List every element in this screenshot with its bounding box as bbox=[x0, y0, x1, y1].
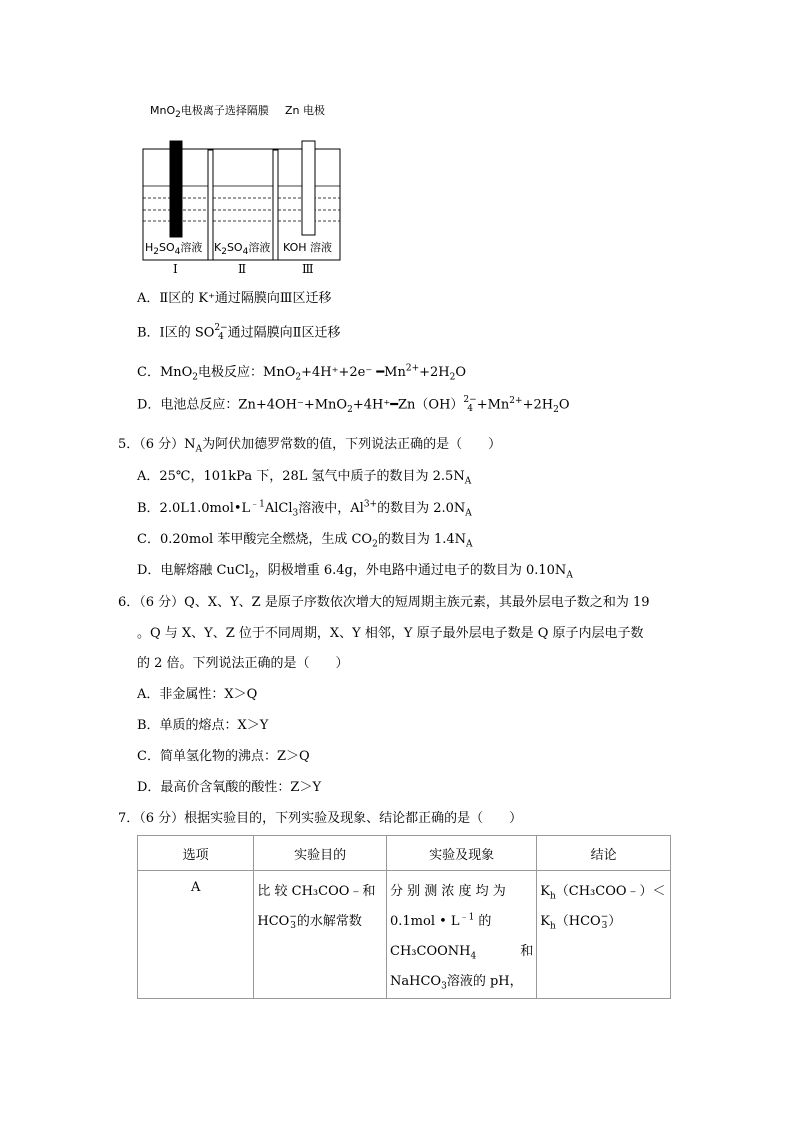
h2so4-solution-label: $H_2SO_4$溶液 bbox=[145, 241, 203, 258]
q6-stem-line-3: 的 2 倍。下列说法正确的是（ ） bbox=[137, 656, 349, 671]
q7-row-option-label: A bbox=[190, 880, 201, 895]
q4-option-a: A．Ⅱ区的 K⁺通过隔膜向Ⅲ区迁移 bbox=[137, 291, 332, 306]
q4-option-c: C．MnO$_2$电极反应：MnO$_2$+4H⁺+2e⁻ $━Mn^{2+}+2H_2O$ bbox=[137, 363, 467, 383]
q4-option-d: D．电池总反应：Zn+4OH⁻+MnO$_2$+4H⁺━Zn（OH）2− $4 +Mn^{2+}+2H_2O$ bbox=[137, 395, 570, 416]
q7-purpose-text: 比 较 CH₃COO﹣和 HCO− 3的水解常数 bbox=[257, 884, 376, 931]
mno2-electrode-label: MnO$_2$电极离子选择隔膜 bbox=[150, 104, 269, 121]
zone-1-label: Ⅰ bbox=[173, 262, 178, 276]
q6-option-b: B．单质的熔点：X＞Y bbox=[137, 718, 269, 733]
q5-option-c: C．0.20mol 苯甲酸完全燃烧，生成 $CO_2$的数目为 $1.4N_A$ bbox=[137, 532, 473, 550]
q7-header-conclusion: 结论 bbox=[537, 836, 671, 871]
koh-solution-label: KOH 溶液 bbox=[283, 241, 333, 254]
zn-electrode-label: Zn 电极 bbox=[285, 104, 326, 117]
q6-option-c: C．简单氢化物的沸点：Z＞Q bbox=[137, 749, 310, 764]
q7-cell-purpose bbox=[254, 871, 387, 999]
q7-table-header-row bbox=[138, 836, 671, 871]
q7-experiment-text: 分 别 测 浓 度 均 为 0.1mol • $L^{﹣1}$ 的 $CH_3COONH_4$ 和 NaHCO$_3$溶液的 pH， bbox=[390, 884, 534, 992]
q7-cell-experiment bbox=[387, 871, 537, 999]
q7-header-experiment: 实验及现象 bbox=[387, 836, 537, 871]
q7-header-purpose: 实验目的 bbox=[254, 836, 387, 871]
q7-cell-conclusion bbox=[537, 871, 671, 999]
q5-stem: 5．（6 分）$N_A$为阿伏加德罗常数的值，下列说法正确的是（ ） bbox=[118, 437, 502, 455]
q6-option-a: A．非金属性：X＞Q bbox=[137, 687, 258, 702]
q7-header-option: 选项 bbox=[138, 836, 254, 871]
q6-stem-line-1: 6．（6 分）Q、X、Y、Z 是原子序数依次增大的短周期主族元素，其最外层电子数之和为 19 bbox=[118, 595, 650, 610]
q5-option-d: D．电解熔融 CuCl$_2$，阴极增重 6.4g，外电路中通过电子的数目为 $0.10N_A$ bbox=[137, 563, 573, 581]
q7-table-row bbox=[138, 871, 671, 999]
q6-stem-line-2: 。Q 与 X、Y、Z 位于不同周期，X、Y 相邻，Y 原子最外层电子数是 Q 原子内层电子数 bbox=[137, 626, 644, 641]
q7-table bbox=[137, 835, 671, 999]
k2so4-solution-label: $K_2SO_4$溶液 bbox=[214, 241, 271, 258]
electrolytic-cell-diagram bbox=[140, 100, 350, 280]
q5-option-b: B．$2.0L1.0mol•L^{﹣1}AlCl_3$溶液中，$Al^{3+}$的数目为 $2.0N_A$ bbox=[137, 499, 472, 519]
q6-option-d: D．最高价含氧酸的酸性：Z＞Y bbox=[137, 780, 322, 795]
q7-stem: 7．（6 分）根据实验目的，下列实验及现象、结论都正确的是（ ） bbox=[118, 811, 523, 826]
q4-option-b: B．Ⅰ区的 SO2− 4 通过隔膜向Ⅱ区迁移 bbox=[137, 323, 341, 342]
zone-3-label: Ⅲ bbox=[302, 262, 314, 276]
q7-conclusion-text: $K_h(CH_3COO﹣)<$ $K_h(HCO-$ 3） bbox=[540, 884, 666, 932]
zone-2-label: Ⅱ bbox=[238, 262, 247, 276]
q7-cell-option bbox=[138, 871, 254, 999]
q5-option-a: A．25℃，101kPa 下，28L 氢气中质子的数目为 $2.5N_A$ bbox=[137, 469, 472, 487]
